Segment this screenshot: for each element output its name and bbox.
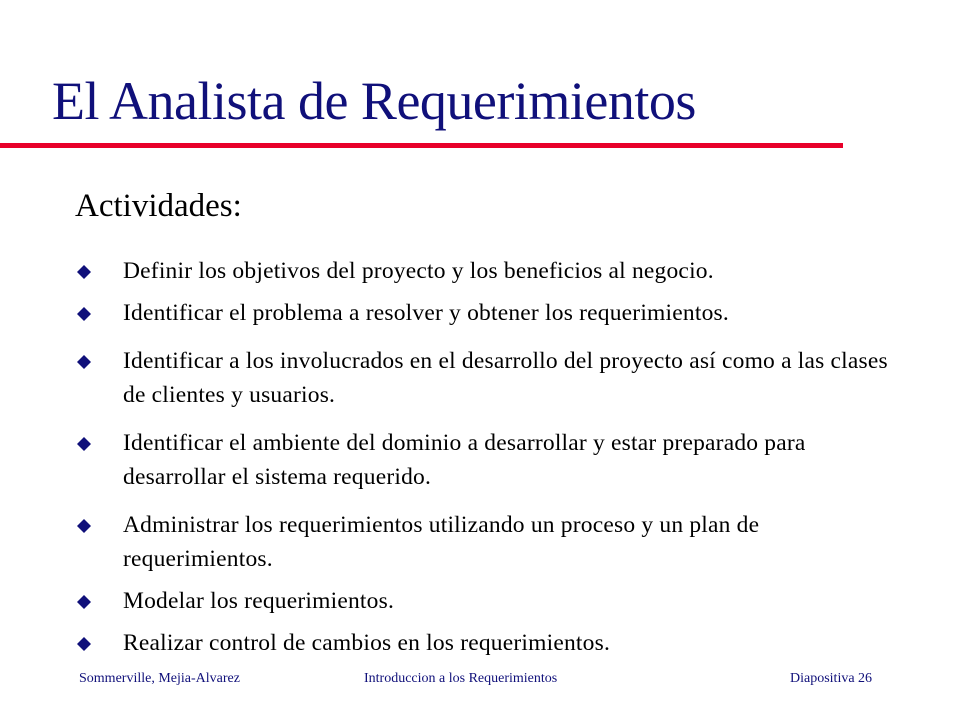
list-item [77, 584, 897, 618]
diamond-bullet-icon [77, 637, 91, 651]
diamond-bullet-icon [77, 519, 91, 533]
bullet-text: Realizar control de cambios en los requerimientos. [123, 630, 611, 656]
title-underline [0, 143, 843, 148]
list-item [77, 426, 897, 494]
bullet-text: Modelar los requerimientos. [123, 588, 395, 614]
diamond-bullet-icon [77, 437, 91, 451]
bullet-text: Administrar los requerimientos utilizando un proceso y un plan de requerimientos. [123, 512, 760, 572]
list-item [77, 344, 897, 412]
list-item [77, 626, 897, 660]
diamond-bullet-icon [77, 595, 91, 609]
bullet-list [77, 254, 897, 660]
diamond-bullet-icon [77, 265, 91, 279]
section-heading: Actividades: [75, 188, 242, 224]
bullet-text: Definir los objetivos del proyecto y los beneficios al negocio. [123, 258, 714, 284]
list-item [77, 508, 897, 576]
bullet-text: Identificar el ambiente del dominio a desarrollar y estar preparado para desarrollar el sistema requerido. [123, 430, 806, 490]
list-item [77, 296, 897, 330]
bullet-text: Identificar el problema a resolver y obtener los requerimientos. [123, 300, 729, 326]
slide-title: El Analista de Requerimientos [52, 71, 696, 131]
footer-slide-number: Diapositiva 26 [790, 671, 873, 686]
diamond-bullet-icon [77, 307, 91, 321]
footer-authors: Sommerville, Mejia-Alvarez [79, 671, 240, 686]
footer-course-title: Introduccion a los Requerimientos [364, 671, 558, 686]
diamond-bullet-icon [77, 355, 91, 369]
list-item [77, 254, 897, 288]
bullet-text: Identificar a los involucrados en el desarrollo del proyecto así como a las clases de clientes y usuarios. [123, 348, 888, 408]
